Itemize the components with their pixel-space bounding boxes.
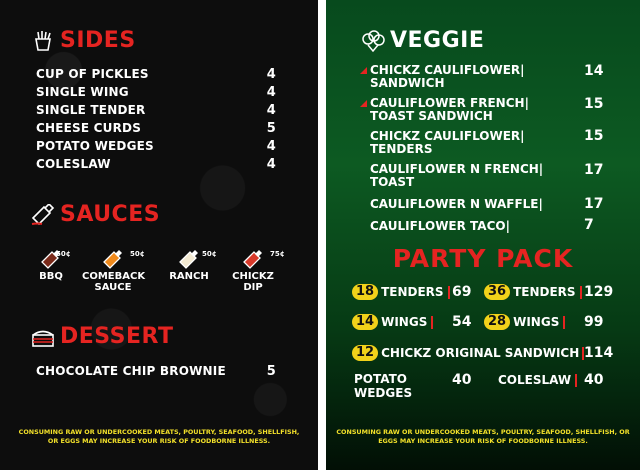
- divider: [575, 374, 577, 387]
- list-item: [36, 103, 276, 118]
- item-name: POTATO WEDGES: [354, 372, 413, 400]
- party-pack-title: PARTY PACK: [392, 244, 574, 273]
- item-price: 99: [584, 314, 604, 330]
- sauce-item-bbq: [20, 246, 82, 282]
- item-name-line1: CAULIFLOWER FRENCH|: [370, 96, 529, 110]
- sauces-heading: [30, 202, 160, 227]
- party-pack-item: [352, 314, 437, 330]
- party-pack-item: [484, 284, 586, 300]
- sauce-name: COMEBACK SAUCE: [82, 271, 146, 293]
- item-name: WINGS: [513, 315, 560, 329]
- item-name: CHOCOLATE CHIP BROWNIE: [36, 364, 226, 378]
- sauce-item-comeback: [82, 246, 144, 293]
- party-pack-item: [484, 314, 569, 330]
- fries-icon: [30, 30, 56, 52]
- list-item: [370, 97, 570, 123]
- item-price: 114: [584, 345, 614, 361]
- sauce-price: 50¢: [130, 250, 145, 258]
- item-price: 5: [266, 121, 276, 136]
- spicy-marker-icon: [360, 100, 367, 107]
- divider: [563, 316, 565, 329]
- quantity-badge: 14: [352, 314, 378, 330]
- spicy-marker-icon: [360, 67, 367, 74]
- party-pack-item: [352, 345, 585, 361]
- item-name: POTATO WEDGES: [36, 139, 154, 153]
- item-name-line2: TENDERS: [370, 142, 433, 156]
- sauce-bottle-icon: [176, 246, 202, 270]
- sauce-bottle-icon: [30, 204, 56, 226]
- item-name: CUP OF PICKLES: [36, 67, 149, 81]
- list-item: [36, 139, 276, 154]
- item-price: 4: [266, 103, 276, 118]
- quantity-badge: 36: [484, 284, 510, 300]
- sides-heading: [30, 28, 136, 53]
- dessert-heading: [30, 324, 173, 349]
- foodborne-illness-notice: CONSUMING RAW OR UNDERCOOKED MEATS, POULTRY, SEAFOOD, SHELLFISH, OR EGGS MAY INCREASE YOUR RISK OF FOODBORNE ILLNESS.: [336, 428, 630, 445]
- list-item: [36, 121, 276, 136]
- list-item: [36, 157, 276, 172]
- item-price: 4: [266, 85, 276, 100]
- item-name-line1: CAULIFLOWER N FRENCH|: [370, 162, 544, 176]
- list-item: [370, 220, 570, 233]
- item-name: COLESLAW: [36, 157, 111, 171]
- item-price: 4: [266, 139, 276, 154]
- item-name-line1: CHICKZ CAULIFLOWER|: [370, 63, 525, 77]
- item-price: 69: [452, 284, 472, 300]
- cauliflower-icon: [360, 30, 386, 52]
- veggie-heading: [360, 28, 484, 53]
- item-price: 54: [452, 314, 472, 330]
- item-name: TENDERS: [513, 285, 576, 299]
- cake-icon: [30, 326, 56, 348]
- item-price: 17: [584, 162, 604, 178]
- list-item: [370, 163, 570, 189]
- item-name-line2: SANDWICH: [370, 76, 445, 90]
- sauce-price: 50¢: [56, 250, 71, 258]
- item-price: 15: [584, 96, 604, 112]
- item-price: 40: [452, 372, 472, 388]
- item-price: 17: [584, 196, 604, 212]
- list-item: [370, 64, 570, 90]
- quantity-badge: 18: [352, 284, 378, 300]
- quantity-badge: 12: [352, 345, 378, 361]
- item-price: 4: [266, 67, 276, 82]
- list-item: [370, 130, 570, 156]
- item-price: 5: [266, 364, 276, 379]
- item-name-line1: CAULIFLOWER TACO|: [370, 219, 510, 233]
- item-name: SINGLE WING: [36, 85, 129, 99]
- quantity-badge: 28: [484, 314, 510, 330]
- divider: [431, 316, 433, 329]
- sauce-price: 50¢: [202, 250, 217, 258]
- item-name: SINGLE TENDER: [36, 103, 146, 117]
- veggie-title: VEGGIE: [390, 28, 485, 53]
- sauce-bottle-icon: [100, 246, 126, 270]
- item-name-line2: TOAST SANDWICH: [370, 109, 493, 123]
- divider: [580, 286, 582, 299]
- item-price: 4: [266, 157, 276, 172]
- party-pack-item: [354, 372, 414, 400]
- item-price: 40: [584, 372, 604, 388]
- item-name: TENDERS: [381, 285, 444, 299]
- sauce-price: 75¢: [270, 250, 285, 258]
- party-pack-item: [352, 284, 454, 300]
- left-menu-panel: [0, 0, 318, 470]
- party-pack-item: [498, 373, 581, 387]
- item-price: 15: [584, 128, 604, 144]
- item-name: COLESLAW: [498, 373, 572, 387]
- item-name: CHEESE CURDS: [36, 121, 142, 135]
- list-item: [36, 364, 276, 379]
- sauce-item-chickz-dip: [222, 246, 284, 293]
- sides-title: SIDES: [60, 28, 136, 53]
- divider: [448, 286, 450, 299]
- list-item: [36, 67, 276, 82]
- sauce-bottle-icon: [240, 246, 266, 270]
- item-name: CHICKZ ORIGINAL SANDWICH: [381, 346, 580, 360]
- item-name-line2: TOAST: [370, 175, 415, 189]
- foodborne-illness-notice: CONSUMING RAW OR UNDERCOOKED MEATS, POULTRY, SEAFOOD, SHELLFISH, OR EGGS MAY INCREASE YOUR RISK OF FOODBORNE ILLNESS.: [18, 428, 300, 445]
- list-item: [36, 85, 276, 100]
- item-name-line1: CHICKZ CAULIFLOWER|: [370, 129, 525, 143]
- item-name-line1: CAULIFLOWER N WAFFLE|: [370, 197, 543, 211]
- sauce-name: BBQ: [39, 271, 63, 282]
- sauce-name: RANCH: [169, 271, 209, 282]
- item-price: 14: [584, 63, 604, 79]
- item-price: 129: [584, 284, 614, 300]
- sauces-title: SAUCES: [60, 202, 161, 227]
- dessert-title: DESSERT: [60, 324, 174, 349]
- item-price: 7: [584, 217, 594, 233]
- list-item: [370, 198, 570, 211]
- right-menu-panel: [326, 0, 640, 470]
- item-name: WINGS: [381, 315, 428, 329]
- sauce-item-ranch: [158, 246, 220, 282]
- sauce-name: CHICKZ DIP: [232, 271, 274, 293]
